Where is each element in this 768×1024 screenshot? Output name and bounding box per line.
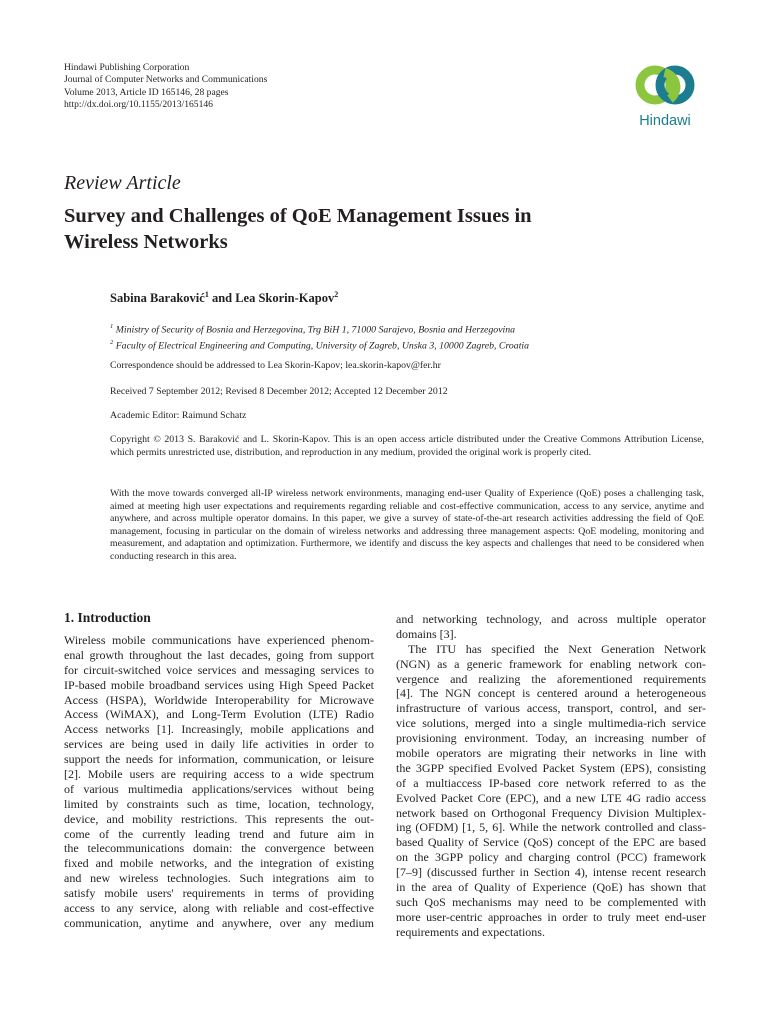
body-line: fixed and mobile networks, and the integration of existing — [64, 856, 374, 871]
section-heading: 1. Introduction — [64, 610, 151, 625]
body-line: [4]. The NGN concept is centered around a heterogeneous — [396, 686, 706, 701]
title-line: Wireless Networks — [64, 231, 228, 253]
body-line: infrastructure of various access, transport, control, and ser- — [396, 701, 706, 716]
publisher-name: Hindawi Publishing Corporation — [64, 62, 190, 73]
body-column-right — [396, 612, 706, 940]
body-line: on the 3GPP policy and charging control (PCC) framework — [396, 850, 706, 865]
body-line: communication, anytime and anywhere, over any medium — [64, 915, 374, 930]
journal-name: Journal of Computer Networks and Communications — [64, 74, 268, 86]
body-line: network based on Orthogonal Frequency Division Multiplex- — [396, 805, 706, 820]
body-line: and new wireless technologies. Such integrations aim to — [64, 871, 374, 886]
author-affiliation-mark: 1 — [204, 290, 209, 299]
body-line: and networking technology, and across multiple operator — [396, 612, 706, 626]
author-list — [110, 290, 338, 306]
body-line: provisioning environment. Today, an increasing number of — [396, 731, 706, 746]
body-line: enal growth throughout the last decades, going from support — [64, 647, 374, 662]
volume-info: Volume 2013, Article ID 165146, 28 pages — [64, 86, 229, 98]
received-dates: Received 7 September 2012; Revised 8 December 2012; Accepted 12 December 2012 — [110, 386, 448, 397]
body-line: come of the currently leading trend and future aim in — [64, 826, 374, 841]
body-line: Access networks [1]. Increasingly, mobile applications and — [64, 722, 374, 737]
body-line: Wireless mobile communications have experienced phenom- — [64, 633, 374, 647]
body-line: domains [3]. — [396, 626, 457, 641]
body-line: vergence and realizing the aforementioned requirements — [396, 671, 706, 686]
affiliation-line — [110, 320, 529, 336]
body-line: requirements and expectations. — [396, 924, 545, 939]
body-line: access to any service, along with reliable and cost-effective — [64, 901, 374, 916]
affiliation-text: Faculty of Electrical Engineering and Computing, University of Zagreb, Unska 3, 10000 Zagreb, Croatia — [113, 340, 530, 352]
academic-editor: Academic Editor: Raimund Schatz — [110, 410, 247, 421]
body-line: based Quality of Service (QoS) concept of the EPC are based — [396, 835, 706, 850]
body-line: such QoS mechanisms may need to be complemented with — [396, 894, 706, 909]
body-line: Evolved Packet Core (EPC), and a new LTE 4G radio access — [396, 790, 706, 805]
body-line: Access (WiMAX), and Long-Term Evolution (LTE) Radio — [64, 707, 374, 722]
body-line: the 3GPP specified Evolved Packet System (EPS), consisting — [396, 760, 706, 775]
body-line: limited by constraints such as time, location, technology, — [64, 796, 374, 811]
affiliation-mark: 2 — [110, 339, 114, 347]
body-line: services are being used in daily life activities in order to — [64, 737, 374, 752]
hindawi-logo-text: Hindawi — [639, 113, 691, 129]
correspondence: Correspondence should be addressed to Lea Skorin-Kapov; lea.skorin-kapov@fer.hr — [110, 360, 441, 371]
abstract: With the move towards converged all-IP wireless network environments, managing end-user Quality of Experience (QoE) poses a challenging task, aimed at meeting high user expectations and requirements regarding reliable and cost-effective communication, access to any service, anytime and anywhere, and across multiple operator domains. In this paper, we give a survey of state-of-the-art research activities addressing the field of QoE management, focusing in particular on the domain of wireless networks and addressing three management aspects: QoE modeling, monitoring and measurement, and adaptation and optimization. Furthermore, we identify and discuss the key aspects and challenges that need to be considered when conducting research in this area. — [110, 488, 704, 562]
body-line: more user-centric approaches in order to truly meet end-user — [396, 909, 706, 924]
body-column-left — [64, 633, 374, 931]
body-line: [7–9] (discussed further in Section 4), intense recent research — [396, 865, 706, 880]
body-line: support the needs for information, communication, or leisure — [64, 752, 374, 767]
author-name: Lea Skorin-Kapov — [235, 291, 335, 306]
affiliation-text: Ministry of Security of Bosnia and Herzegovina, Trg BiH 1, 71000 Sarajevo, Bosnia and Herzegovina — [113, 324, 516, 336]
author-separator: and — [208, 291, 236, 306]
affiliation-mark: 1 — [110, 323, 114, 330]
article-type: Review Article — [64, 172, 181, 194]
affiliations — [110, 320, 529, 353]
body-line: [2]. Mobile users are requiring access to a wide spectrum — [64, 767, 374, 782]
body-line: IP-based mobile broadband services using High Speed Packet — [64, 677, 374, 692]
title-line: Survey and Challenges of QoE Management Issues in — [64, 205, 532, 227]
publication-info — [64, 62, 267, 112]
body-line: vice solutions, merged into a single multimedia-rich service — [396, 716, 706, 731]
body-line: of various multimedia applications/services without being — [64, 781, 374, 796]
doi-link[interactable]: http://dx.doi.org/10.1155/2013/165146 — [64, 99, 213, 111]
body-line: The ITU has specified the Next Generation Network — [408, 641, 706, 656]
body-line: in the area of Quality of Experience (QoE) has shown that — [396, 880, 706, 895]
author-name: Sabina Baraković — [110, 291, 205, 306]
body-line: mobile operators are migrating their networks in line with — [396, 746, 706, 761]
body-line: for circuit-switched voice services and messaging services to — [64, 662, 374, 677]
body-line: the telecommunications domain: the convergence between — [64, 841, 374, 856]
body-line: of a multiaccess IP-based core network referred to as the — [396, 775, 706, 790]
body-line: device, and mobility restrictions. This represents the out- — [64, 811, 374, 826]
body-line: satisfy mobile users' requirements in terms of providing — [64, 886, 374, 901]
body-line: Access (HSPA), Worldwide Interoperability for Microwave — [64, 692, 374, 707]
affiliation-line — [110, 336, 529, 352]
author-affiliation-mark: 2 — [334, 290, 339, 299]
copyright-notice: Copyright © 2013 S. Baraković and L. Skorin-Kapov. This is an open access article distributed under the Creative Commons Attribution License, which permits unrestricted use, distribution, and reproduction in any medium, provided the original work is properly cited. — [110, 434, 704, 458]
article-title — [64, 203, 704, 255]
body-line: (NGN) as a generic framework for enabling network con- — [396, 656, 706, 671]
body-line: ing (OFDM) [1, 5, 6]. While the network controlled and class- — [396, 820, 706, 835]
